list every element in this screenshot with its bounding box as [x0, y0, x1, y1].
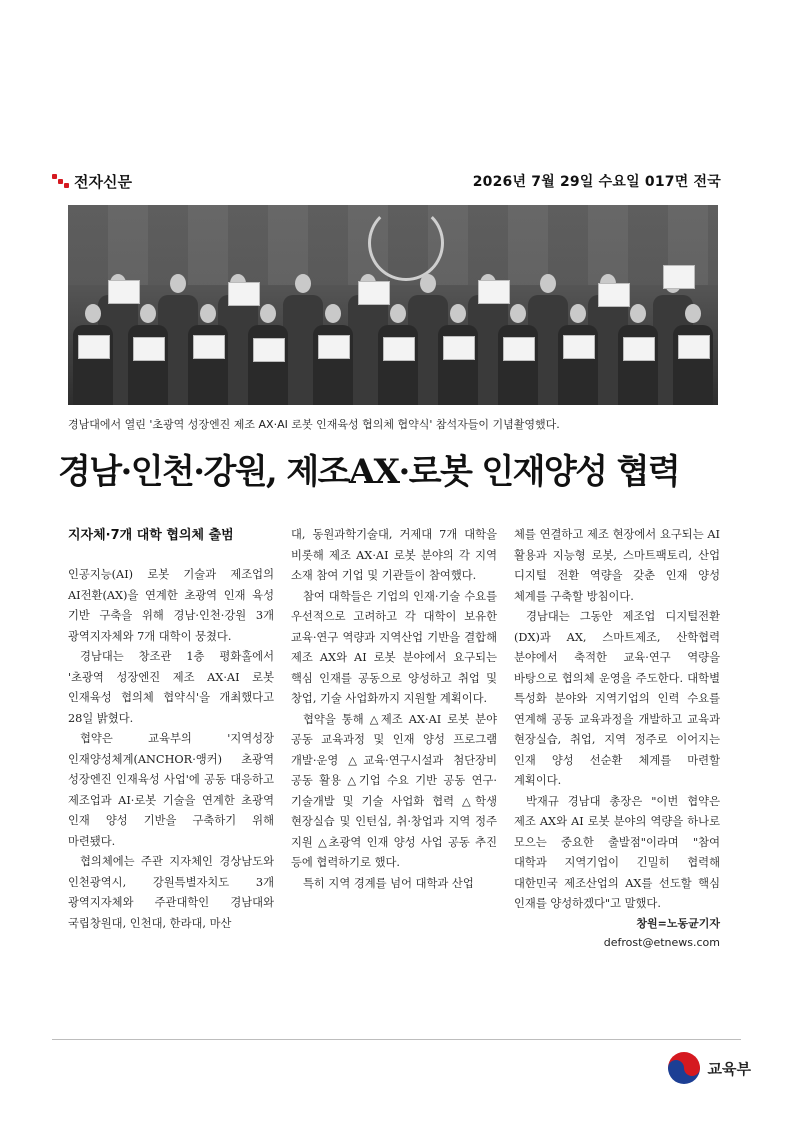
university-emblem-icon	[368, 205, 444, 281]
paragraph: 참여 대학들은 기업의 인재·기술 수요를 우선적으로 고려하고 각 대학이 보유한 교육·연구 역량과 지역산업 기반을 결합해 제조 AX와 AI 로봇 분야에서 요구되는 핵심 인재를 공동으로 양성하고 취업 및 창업, 기술 사업화까지 지원할 계획이다.	[291, 589, 497, 705]
dateline: 2026년 7월 29일 수요일 017면 전국	[472, 174, 721, 190]
etnews-logo-icon	[52, 174, 70, 188]
paragraph: 체를 연결하고 제조 현장에서 요구되는 AI 활용과 지능형 로봇, 스마트팩토리, 산업 디지털 전환 역량을 갖춘 인재 양성 체계를 구축할 방침이다.	[514, 528, 720, 603]
paragraph: 협약을 통해 △제조 AX·AI 로봇 분야 공동 교육과정 및 인재 양성 프로그램 개발·운영 △교육·연구시설과 첨단장비 공동 활용 △기업 수요 기반 공동 연구·기술개발 및 기술 사업화 협력 △학생 현장실습 및 인턴십, 취·창업과 지역 정주 지원 △초광역 인재 양성 사업 공동 추진 등에 협력하기로 했다.	[291, 712, 497, 869]
article-column-2	[291, 525, 497, 894]
paragraph: 인공지능(AI) 로봇 기술과 제조업의 AI전환(AX)을 연계한 초광역 인재 육성 기반 구축을 위해 경남·인천·강원 3개 광역지자체와 7개 대학이 뭉쳤다.	[68, 568, 274, 643]
paragraph: 협의체에는 주관 지자체인 경상남도와 인천광역시, 강원특별자치도 3개 광역지자체와 주관대학인 경남대와 국립창원대, 인천대, 한라대, 마산	[68, 855, 274, 930]
paragraph: 협약은 교육부의 '지역성장 인재양성체계(ANCHOR·앵커) 초광역 성장엔진 인재육성 사업'에 공동 대응하고 제조업과 AI·로봇 기술을 연계한 초광역 인재 양성 기반을 구축하기 위해 마련됐다.	[68, 732, 274, 848]
article-headline: 경남·인천·강원, 제조AX·로봇 인재양성 협력	[58, 452, 680, 492]
photo-caption: 경남대에서 열린 '초광역 성장엔진 제조 AX·AI 로봇 인재육성 협의체 협약식' 참석자들이 기념촬영했다.	[68, 418, 560, 431]
article-column-1	[68, 527, 274, 934]
article-subhead: 지자체·7개 대학 협의체 출범	[68, 528, 234, 543]
article-column-3	[514, 525, 720, 953]
article-byline: 창원=노동균기자	[636, 916, 720, 930]
reporter-email[interactable]: defrost@etnews.com	[603, 935, 720, 949]
taegeuk-icon	[668, 1052, 700, 1084]
article-body	[68, 527, 720, 949]
paragraph: 대, 동원과학기술대, 거제대 7개 대학을 비롯해 제조 AX·AI 로봇 분야의 각 지역 소재 참여 기업 및 기관들이 참여했다.	[291, 528, 497, 582]
paragraph: 경남대는 그동안 제조업 디지털전환(DX)과 AX, 스마트제조, 산학협력 분야에서 축적한 교육·연구 역량을 바탕으로 협의체 운영을 주도한다. 대학별 특성화 분야와 지역기업의 인력 수요를 연계해 공동 교육과정을 개발하고 교육과 현장실습, 취업, 지역 정주로 이어지는 인재 양성 선순환 체계를 마련할 계획이다.	[514, 610, 720, 787]
paragraph: 경남대는 창조관 1층 평화홀에서 '초광역 성장엔진 제조 AX·AI 로봇 인재육성 협의체 협약식'을 개최했다고 28일 밝혔다.	[68, 650, 274, 725]
publication-brand	[52, 171, 132, 192]
page-header	[52, 170, 721, 192]
group-photo	[68, 205, 718, 405]
paragraph: 박재규 경남대 총장은 "이번 협약은 제조 AX와 AI 로봇 분야의 역량을 하나로 모으는 중요한 출발점"이라며 "참여 대학과 지역기업이 긴밀히 협력해 대한민국 제조산업의 AX를 선도할 핵심 인재를 양성하겠다"고 말했다.	[514, 794, 720, 910]
publication-name: 전자신문	[74, 172, 132, 191]
ministry-logo	[668, 1052, 751, 1084]
paragraph: 특히 지역 경계를 넘어 대학과 산업	[303, 876, 474, 890]
footer-divider	[52, 1039, 741, 1040]
ministry-name: 교육부	[707, 1059, 751, 1078]
